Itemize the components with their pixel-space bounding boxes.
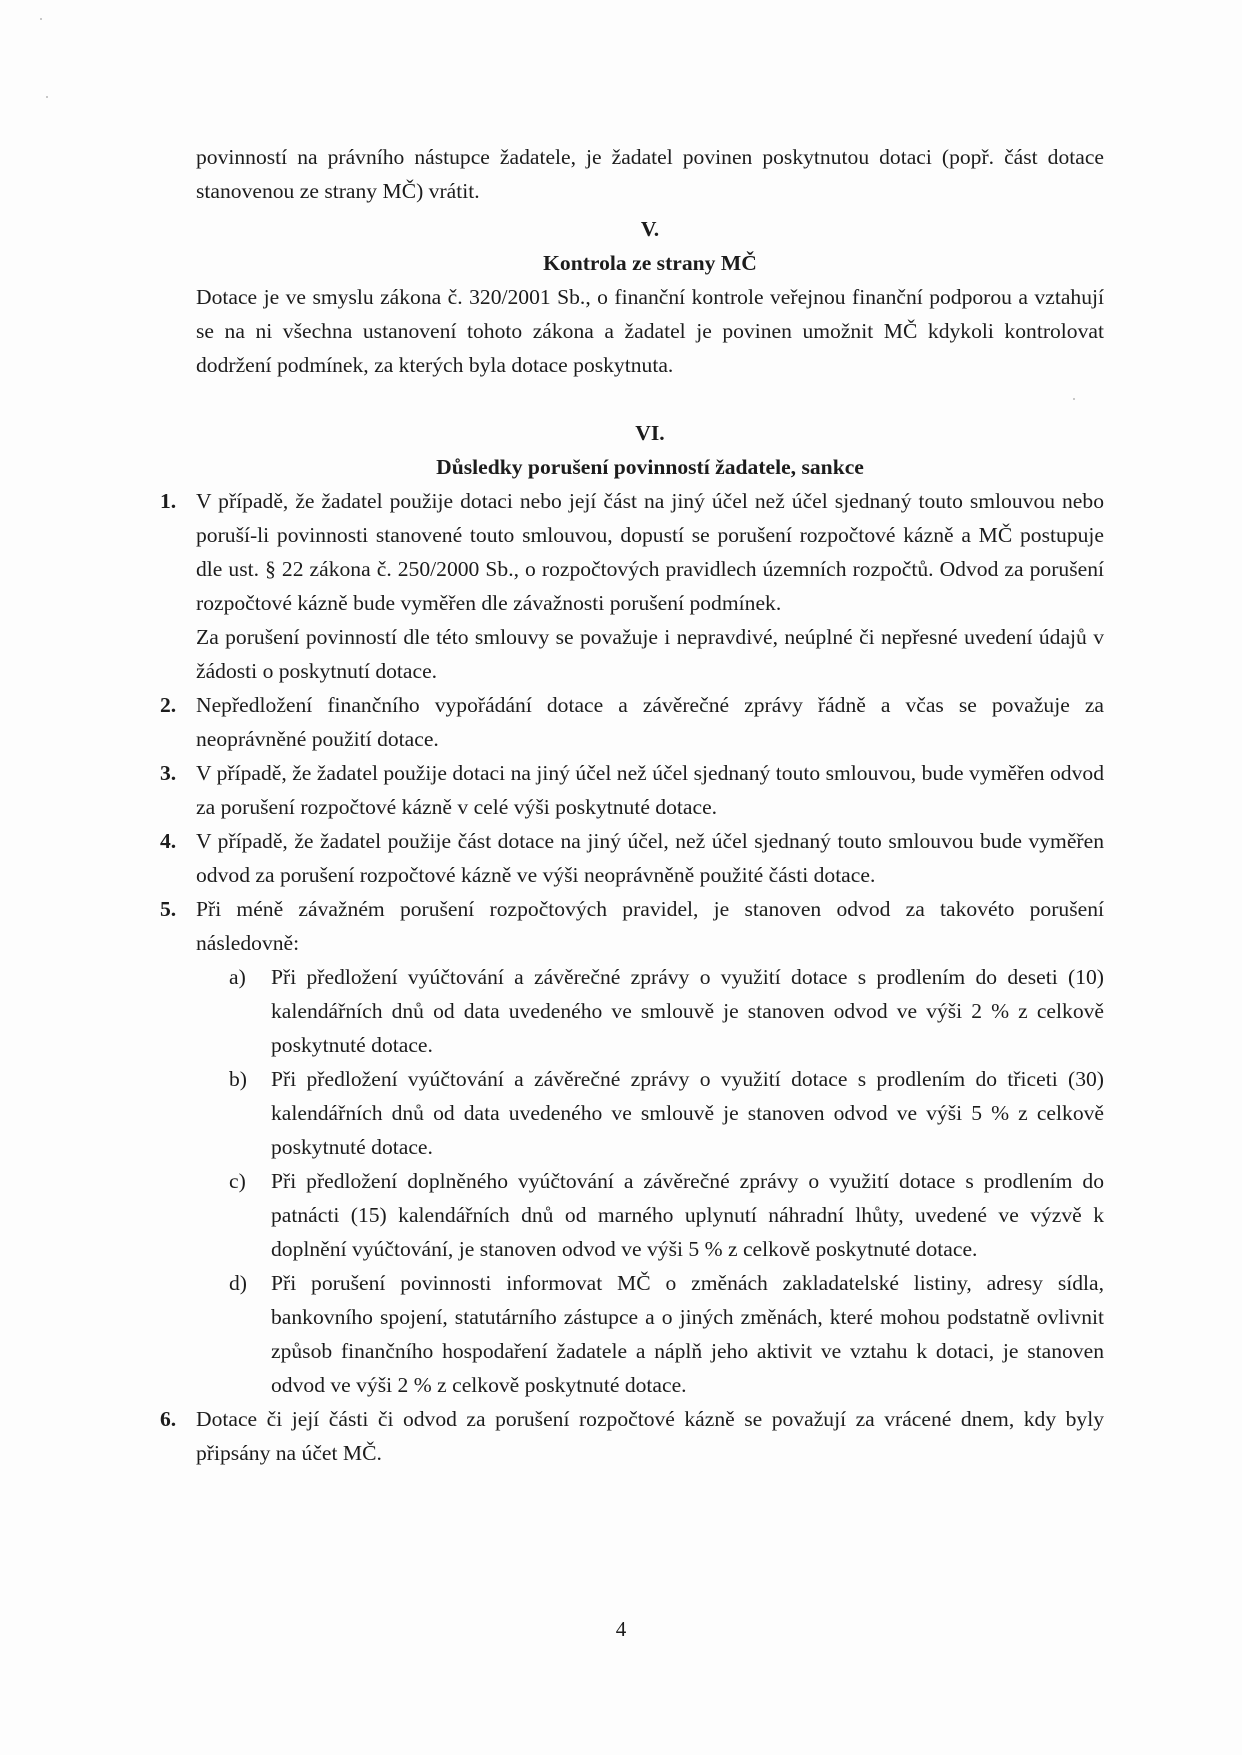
scan-speck [46, 96, 48, 98]
list-item-text: Dotace či její části či odvod za porušení rozpočtové kázně se považují za vrácené dnem, kdy byly připsány na účet MČ. [196, 1407, 1104, 1465]
list-item-text: Při méně závažném porušení rozpočtových pravidel, je stanoven odvod za takovéto porušení následovně: [196, 897, 1104, 955]
list-item-text: Nepředložení finančního vypořádání dotace a závěrečné zprávy řádně a včas se považuje za neoprávněné použití dotace. [196, 693, 1104, 751]
section-5-paragraph: Dotace je ve smyslu zákona č. 320/2001 Sb., o finanční kontrole veřejnou finanční podporou a vztahují se na ni všechna ustanovení tohoto zákona a žadatel je povinen umožnit MČ kdykoli kontrolovat dodržení podmínek, za kterých byla dotace poskytnuta. [196, 285, 1104, 377]
page-number: 4 [615, 1617, 627, 1641]
list-item-text: V případě, že žadatel použije část dotace na jiný účel, než účel sjednaný touto smlouvou bude vyměřen odvod za porušení rozpočtové kázně ve výši neoprávněně použité části dotace. [196, 829, 1104, 887]
sub-item-text: Při předložení doplněného vyúčtování a závěrečné zprávy o využití dotace s prodlením do patnácti (15) kalendářních dnů od marného uplynutí náhradní lhůty, uvedené ve výzvě k doplnění vyúčtování, je stanoven odvod ve výši 5 % z celkově poskytnuté dotace. [271, 1169, 1104, 1261]
sub-item-text: Při předložení vyúčtování a závěrečné zprávy o využití dotace s prodlením do třiceti (30) kalendářních dnů od data uvedeného ve smlouvě je stanoven odvod ve výši 5 % z celkově poskytnuté dotace. [271, 1067, 1104, 1159]
section-5-number: V. [640, 217, 660, 241]
list-item-6 [160, 1402, 1104, 1470]
list-number: 2. [160, 693, 177, 717]
scan-speck [40, 18, 42, 20]
section-5-title: Kontrola ze strany MČ [543, 251, 757, 275]
sub-item-label: c) [229, 1169, 246, 1193]
sub-item-text: Při porušení povinnosti informovat MČ o změnách zakladatelské listiny, adresy sídla, bankovního spojení, statutárního zástupce a o jiných změnách, které mohou podstatně ovlivnit způsob finančního hospodaření žadatele a náplň jeho aktivit ve vztahu k dotaci, je stanoven odvod ve výši 2 % z celkově poskytnuté dotace. [271, 1271, 1104, 1397]
list-item-4 [160, 824, 1104, 892]
sub-item-label: d) [229, 1271, 247, 1295]
list-item-2 [160, 688, 1104, 756]
sub-item-label: a) [229, 965, 246, 989]
list-item-5 [160, 892, 1104, 1402]
sub-item-b [229, 1062, 1104, 1164]
list-number: 3. [160, 761, 177, 785]
section-6-title: Důsledky porušení povinností žadatele, sankce [436, 455, 864, 479]
list-number: 1. [160, 489, 177, 513]
list-item-3 [160, 756, 1104, 824]
sub-item-c [229, 1164, 1104, 1266]
sub-item-d [229, 1266, 1104, 1402]
list-number: 5. [160, 897, 177, 921]
list-number: 4. [160, 829, 177, 853]
sub-item-a [229, 960, 1104, 1062]
list-item-text: V případě, že žadatel použije dotaci na jiný účel než účel sjednaný touto smlouvou, bude vyměřen odvod za porušení rozpočtové kázně v celé výši poskytnuté dotace. [196, 761, 1104, 819]
document-body [160, 140, 1104, 1470]
list-number: 6. [160, 1407, 177, 1431]
sub-item-text: Při předložení vyúčtování a závěrečné zprávy o využití dotace s prodlením do deseti (10) kalendářních dnů od data uvedeného ve smlouvě je stanoven odvod ve výši 2 % z celkově poskytnuté dotace. [271, 965, 1104, 1057]
section-6-number: VI. [635, 421, 665, 445]
list-item-text-2: Za porušení povinností dle této smlouvy se považuje i nepravdivé, neúplné či nepřesné uvedení údajů v žádosti o poskytnutí dotace. [196, 625, 1104, 683]
sub-item-label: b) [229, 1067, 247, 1091]
intro-paragraph: povinností na právního nástupce žadatele, je žadatel povinen poskytnutou dotaci (popř. část dotace stanovenou ze strany MČ) vrátit. [196, 145, 1104, 203]
list-item-1 [160, 484, 1104, 688]
list-item-text: V případě, že žadatel použije dotaci nebo její část na jiný účel než účel sjednaný touto smlouvou nebo poruší-li povinnosti stanovené touto smlouvou, dopustí se porušení rozpočtové kázně a MČ postupuje dle ust. § 22 zákona č. 250/2000 Sb., o rozpočtových pravidlech územních rozpočtů. Odvod za porušení rozpočtové kázně bude vyměřen dle závažnosti porušení podmínek. [196, 489, 1104, 615]
